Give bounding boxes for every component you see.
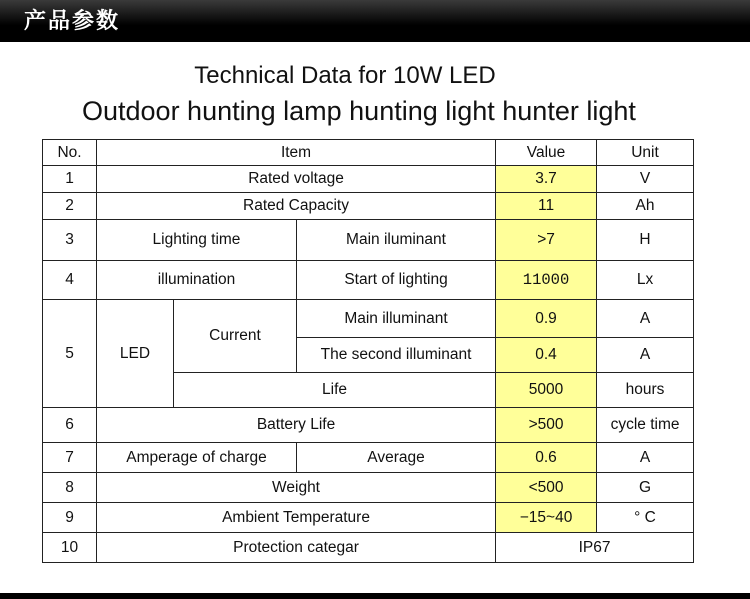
row-no: 4 — [43, 261, 97, 300]
row-value: 3.7 — [496, 166, 597, 193]
table-row — [43, 300, 694, 338]
row-unit: Ah — [597, 193, 694, 220]
row-value: −15~40 — [496, 503, 597, 533]
row-no: 2 — [43, 193, 97, 220]
row-item: Ambient Temperature — [97, 503, 496, 533]
row-item: Weight — [97, 473, 496, 503]
table-row — [43, 166, 694, 193]
row-unit: A — [597, 443, 694, 473]
table-row — [43, 473, 694, 503]
row-subitem: Start of lighting — [297, 261, 496, 300]
row-no: 7 — [43, 443, 97, 473]
header-banner — [0, 0, 750, 42]
row-no: 10 — [43, 533, 97, 563]
row-item: Current — [174, 300, 297, 373]
row-value: IP67 — [496, 533, 694, 563]
row-unit: ° C — [597, 503, 694, 533]
row-unit: Lx — [597, 261, 694, 300]
row-no: 9 — [43, 503, 97, 533]
row-value: 0.4 — [496, 338, 597, 373]
table-row — [43, 220, 694, 261]
row-item: illumination — [97, 261, 297, 300]
header-unit: Unit — [597, 140, 694, 166]
row-no: 8 — [43, 473, 97, 503]
row-value: 0.9 — [496, 300, 597, 338]
row-no: 5 — [43, 300, 97, 408]
row-value: 5000 — [496, 373, 597, 408]
header-item: Item — [97, 140, 496, 166]
spec-table — [42, 139, 694, 563]
row-item: Amperage of charge — [97, 443, 297, 473]
row-unit: hours — [597, 373, 694, 408]
row-item: Battery Life — [97, 408, 496, 443]
row-no: 3 — [43, 220, 97, 261]
row-subitem: Average — [297, 443, 496, 473]
row-subitem: Main illuminant — [297, 300, 496, 338]
row-subitem: Main iluminant — [297, 220, 496, 261]
row-value: <500 — [496, 473, 597, 503]
row-group: LED — [97, 300, 174, 408]
row-no: 1 — [43, 166, 97, 193]
header-no: No. — [43, 140, 97, 166]
row-unit: H — [597, 220, 694, 261]
page-subtitle: Outdoor hunting lamp hunting light hunter light — [82, 96, 636, 126]
footer-bar — [0, 593, 750, 599]
row-item: Life — [174, 373, 496, 408]
row-unit: V — [597, 166, 694, 193]
row-unit: G — [597, 473, 694, 503]
row-subitem: The second illuminant — [297, 338, 496, 373]
row-unit: A — [597, 300, 694, 338]
table-row — [43, 193, 694, 220]
row-value: >500 — [496, 408, 597, 443]
row-value: >7 — [496, 220, 597, 261]
table-row — [43, 533, 694, 563]
header-value: Value — [496, 140, 597, 166]
table-header-row — [43, 140, 694, 166]
row-item: Protection categar — [97, 533, 496, 563]
table-row — [43, 408, 694, 443]
table-row — [43, 503, 694, 533]
row-value: 11 — [496, 193, 597, 220]
table-row — [43, 261, 694, 300]
row-no: 6 — [43, 408, 97, 443]
row-item: Rated Capacity — [97, 193, 496, 220]
row-value: 11000 — [496, 261, 597, 300]
table-row — [43, 443, 694, 473]
banner-title: 产品参数 — [24, 9, 121, 34]
row-item: Lighting time — [97, 220, 297, 261]
row-value: 0.6 — [496, 443, 597, 473]
row-unit: cycle time — [597, 408, 694, 443]
page-title: Technical Data for 10W LED — [194, 62, 496, 89]
row-item: Rated voltage — [97, 166, 496, 193]
row-unit: A — [597, 338, 694, 373]
